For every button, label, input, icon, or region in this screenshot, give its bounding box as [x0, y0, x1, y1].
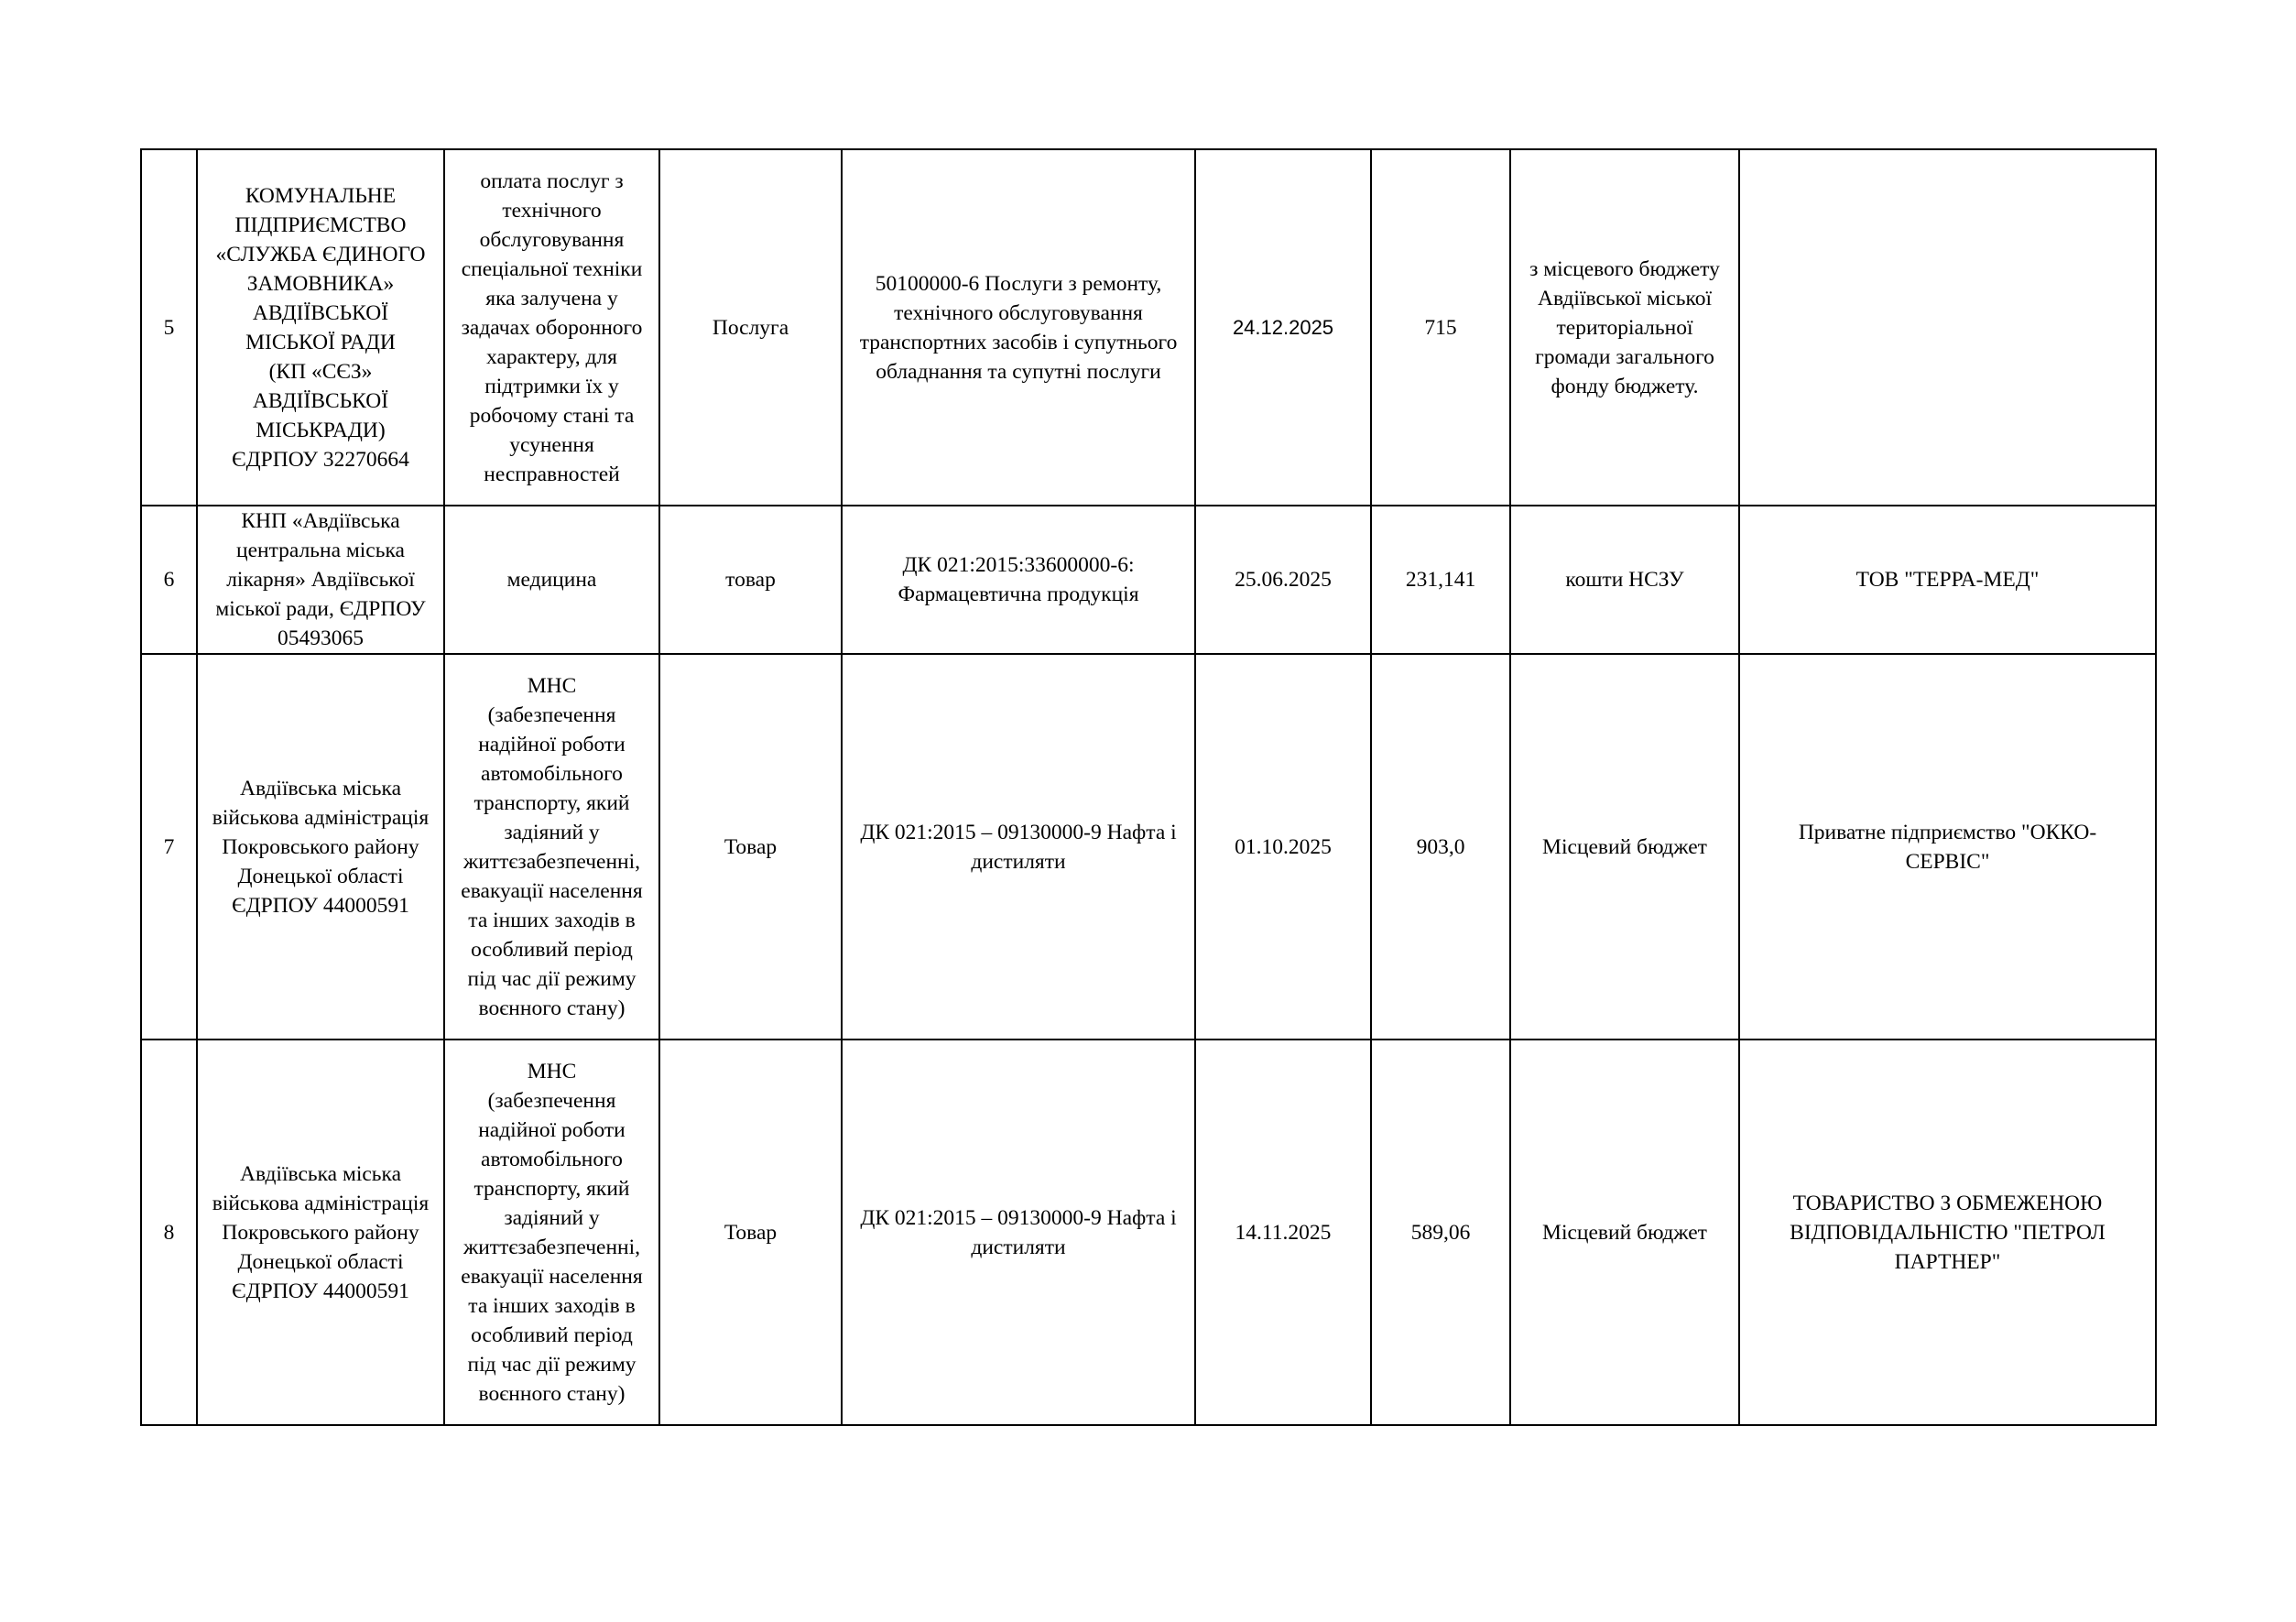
supplier-cell: Приватне підприємство "ОККО- СЕРВІС" [1739, 654, 2156, 1040]
funding-source-cell: кошти НСЗУ [1510, 506, 1739, 654]
table-row [141, 506, 2156, 654]
item-type-cell: Товар [659, 654, 842, 1040]
item-type-cell: Товар [659, 1040, 842, 1425]
date-cell: 01.10.2025 [1195, 654, 1371, 1040]
purpose-cell: оплата послуг з технічного обслуговування спеціальної техніки яка залучена у задачах оборонного характеру, для підтримки їх у робочому стані та усунення несправностей [444, 149, 659, 506]
procurement-table [140, 148, 2157, 1426]
date-cell: 25.06.2025 [1195, 506, 1371, 654]
row-number-cell: 8 [141, 1040, 197, 1425]
purpose-cell: медицина [444, 506, 659, 654]
cpv-code-cell: ДК 021:2015 – 09130000-9 Нафта і дистиляти [842, 1040, 1195, 1425]
funding-source-cell: Місцевий бюджет [1510, 654, 1739, 1040]
row-number-cell: 5 [141, 149, 197, 506]
item-type-cell: товар [659, 506, 842, 654]
supplier-cell: ТОВ "ТЕРРА-МЕД" [1739, 506, 2156, 654]
amount-cell: 231,141 [1371, 506, 1510, 654]
supplier-cell [1739, 149, 2156, 506]
purpose-cell: МНС (забезпечення надійної роботи автомобільного транспорту, який задіяний у життєзабезпеченні, евакуації населення та інших заходів в особливий період під час дії режиму воєнного стану) [444, 654, 659, 1040]
row-number-cell: 7 [141, 654, 197, 1040]
amount-cell: 903,0 [1371, 654, 1510, 1040]
date-cell: 24.12.2025 [1195, 149, 1371, 506]
table-row [141, 1040, 2156, 1425]
purpose-cell: МНС (забезпечення надійної роботи автомобільного транспорту, який задіяний у життєзабезпеченні, евакуації населення та інших заходів в особливий період під час дії режиму воєнного стану) [444, 1040, 659, 1425]
customer-cell: КОМУНАЛЬНЕ ПІДПРИЄМСТВО «СЛУЖБА ЄДИНОГО ЗАМОВНИКА» АВДІЇВСЬКОЇ МІСЬКОЇ РАДИ (КП «СЄЗ» АВДІЇВСЬКОЇ МІСЬКРАДИ) ЄДРПОУ 32270664 [197, 149, 444, 506]
date-cell: 14.11.2025 [1195, 1040, 1371, 1425]
cpv-code-cell: ДК 021:2015:33600000-6: Фармацевтична продукція [842, 506, 1195, 654]
item-type-cell: Послуга [659, 149, 842, 506]
cpv-code-cell: 50100000-6 Послуги з ремонту, технічного обслуговування транспортних засобів і супутнього обладнання та супутні послуги [842, 149, 1195, 506]
funding-source-cell: з місцевого бюджету Авдіївської міської територіальної громади загального фонду бюджету. [1510, 149, 1739, 506]
row-number-cell: 6 [141, 506, 197, 654]
table-row [141, 654, 2156, 1040]
supplier-cell: ТОВАРИСТВО З ОБМЕЖЕНОЮ ВІДПОВІДАЛЬНІСТЮ "ПЕТРОЛ ПАРТНЕР" [1739, 1040, 2156, 1425]
cpv-code-cell: ДК 021:2015 – 09130000-9 Нафта і дистиляти [842, 654, 1195, 1040]
amount-cell: 589,06 [1371, 1040, 1510, 1425]
funding-source-cell: Місцевий бюджет [1510, 1040, 1739, 1425]
customer-cell: Авдіївська міська військова адміністрація Покровського району Донецької області ЄДРПОУ 44000591 [197, 1040, 444, 1425]
amount-cell: 715 [1371, 149, 1510, 506]
customer-cell: Авдіївська міська військова адміністрація Покровського району Донецької області ЄДРПОУ 44000591 [197, 654, 444, 1040]
table-row [141, 149, 2156, 506]
customer-cell: КНП «Авдіївська центральна міська лікарня» Авдіївської міської ради, ЄДРПОУ 05493065 [197, 506, 444, 654]
